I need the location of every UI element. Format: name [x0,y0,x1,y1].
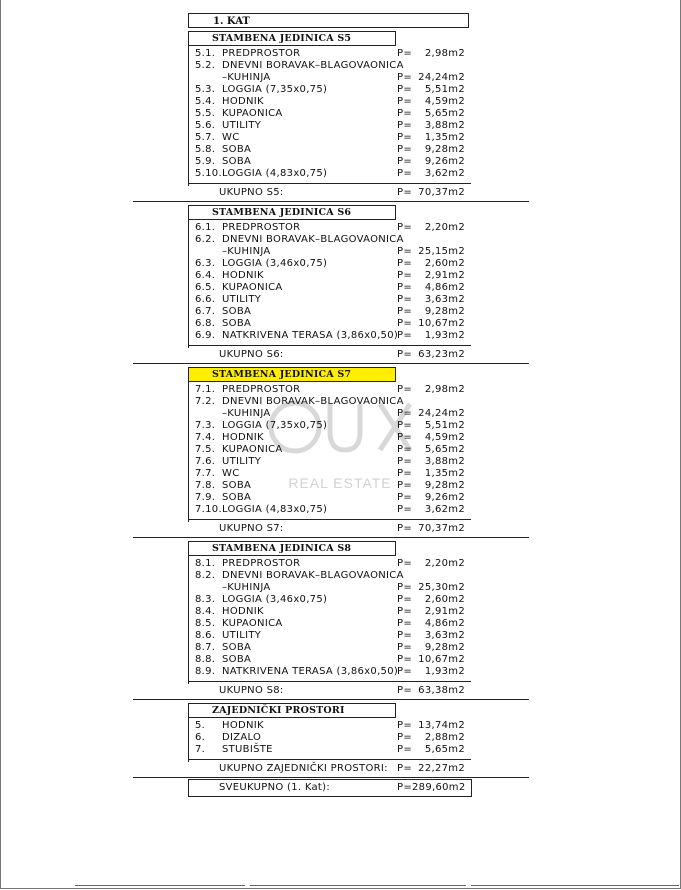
room-row: 5. HODNIK P= 13,74m2 [195,720,465,731]
room-row: 5.10. LOGGIA (4,83x0,75) P= 3,62m2 [195,168,465,179]
section-divider [133,699,529,700]
room-row: 7.7. WC P= 1,35m2 [195,468,465,479]
room-row: –KUHINJA P= 24,24m2 [222,72,465,83]
room-row: 7.6. UTILITY P= 3,88m2 [195,456,465,467]
room-row: 8.3. LOGGIA (3,46x0,75) P= 2,60m2 [195,594,465,605]
unit-header-s5: STAMBENA JEDINICA S5 [188,31,396,46]
room-row: –KUHINJA P= 25,15m2 [222,246,465,257]
section-divider [133,777,529,778]
room-row: 7.4. HODNIK P= 4,59m2 [195,432,465,443]
room-row: 5.2. DNEVNI BORAVAK–BLAGOVAONICA [195,60,404,71]
unit-total-s6: UKUPNO S6: P= 63,23m2 [219,349,465,360]
footer-frame [471,885,679,889]
room-row: 7.3. LOGGIA (7,35x0,75) P= 5,51m2 [195,420,465,431]
section-divider [133,201,529,202]
room-row: 7.9. SOBA P= 9,26m2 [195,492,465,503]
unit-total-common: UKUPNO ZAJEDNIČKI PROSTORI: P= 22,27m2 [219,763,465,774]
footer-frame [250,885,466,889]
room-row: 7. STUBIŠTE P= 5,65m2 [195,744,465,755]
unit-header-s7-highlighted: STAMBENA JEDINICA S7 [188,367,396,382]
room-row: 5.7. WC P= 1,35m2 [195,132,465,143]
room-row: 5.9. SOBA P= 9,26m2 [195,156,465,167]
room-row: 7.10. LOGGIA (4,83x0,75) P= 3,62m2 [195,504,465,515]
room-row: 7.5. KUPAONICA P= 5,65m2 [195,444,465,455]
room-row: 8.9. NATKRIVENA TERASA (3,86x0,50) P= 1,93m2 [195,666,465,677]
room-row: 5.6. UTILITY P= 3,88m2 [195,120,465,131]
room-row: 6.8. SOBA P= 10,67m2 [195,318,465,329]
grand-total [0,782,681,794]
divider [188,759,471,760]
divider [188,345,471,346]
unit-total-s7: UKUPNO S7: P= 70,37m2 [219,523,465,534]
divider [188,519,471,520]
room-row: 5.5. KUPAONICA P= 5,65m2 [195,108,465,119]
room-row: 5.1. PREDPROSTOR P= 2,98m2 [195,48,465,59]
divider [188,183,471,184]
room-row: 6.9. NATKRIVENA TERASA (3,86x0,50) P= 1,93m2 [195,330,465,341]
room-row: 6.2. DNEVNI BORAVAK–BLAGOVAONICA [195,234,404,245]
room-row: 6. DIZALO P= 2,88m2 [195,732,465,743]
divider [188,681,471,682]
room-row: 8.4. HODNIK P= 2,91m2 [195,606,465,617]
room-row: 5.3. LOGGIA (7,35x0,75) P= 5,51m2 [195,84,465,95]
room-row: 6.7. SOBA P= 9,28m2 [195,306,465,317]
unit-header-s8: STAMBENA JEDINICA S8 [188,541,396,556]
unit-header-common: ZAJEDNIČKI PROSTORI [188,703,396,718]
room-row: 6.5. KUPAONICA P= 4,86m2 [195,282,465,293]
unit-total-s5: UKUPNO S5: P= 70,37m2 [219,187,465,198]
room-row: 8.8. SOBA P= 10,67m2 [195,654,465,665]
room-row: 8.2. DNEVNI BORAVAK–BLAGOVAONICA [195,570,404,581]
room-row: 7.8. SOBA P= 9,28m2 [195,480,465,491]
unit-total-s8: UKUPNO S8: P= 63,38m2 [219,685,465,696]
room-row: 5.4. HODNIK P= 4,59m2 [195,96,465,107]
section-divider [133,537,529,538]
unit-header-s6: STAMBENA JEDINICA S6 [188,205,396,220]
room-row: 6.4. HODNIK P= 2,91m2 [195,270,465,281]
grand-total-value: P=289,60m2 [397,782,466,793]
room-row: 8.5. KUPAONICA P= 4,86m2 [195,618,465,629]
room-row: –KUHINJA P= 25,30m2 [222,582,465,593]
room-row: 7.2. DNEVNI BORAVAK–BLAGOVAONICA [195,396,404,407]
room-row: 5.8. SOBA P= 9,28m2 [195,144,465,155]
room-row: 6.1. PREDPROSTOR P= 2,20m2 [195,222,465,233]
floor-title: 1. KAT [188,13,469,28]
room-row: 8.1. PREDPROSTOR P= 2,20m2 [195,558,465,569]
room-row: –KUHINJA P= 24,24m2 [222,408,465,419]
room-row: 6.6. UTILITY P= 3,63m2 [195,294,465,305]
room-row: 7.1. PREDPROSTOR P= 2,98m2 [195,384,465,395]
watermark-text: REAL ESTATE [288,475,392,491]
section-divider [133,363,529,364]
room-row: 6.3. LOGGIA (3,46x0,75) P= 2,60m2 [195,258,465,269]
room-row: 8.7. SOBA P= 9,28m2 [195,642,465,653]
grand-total-label: SVEUKUPNO (1. Kat): [219,782,331,793]
room-row: 8.6. UTILITY P= 3,63m2 [195,630,465,641]
footer-frame [75,885,245,889]
